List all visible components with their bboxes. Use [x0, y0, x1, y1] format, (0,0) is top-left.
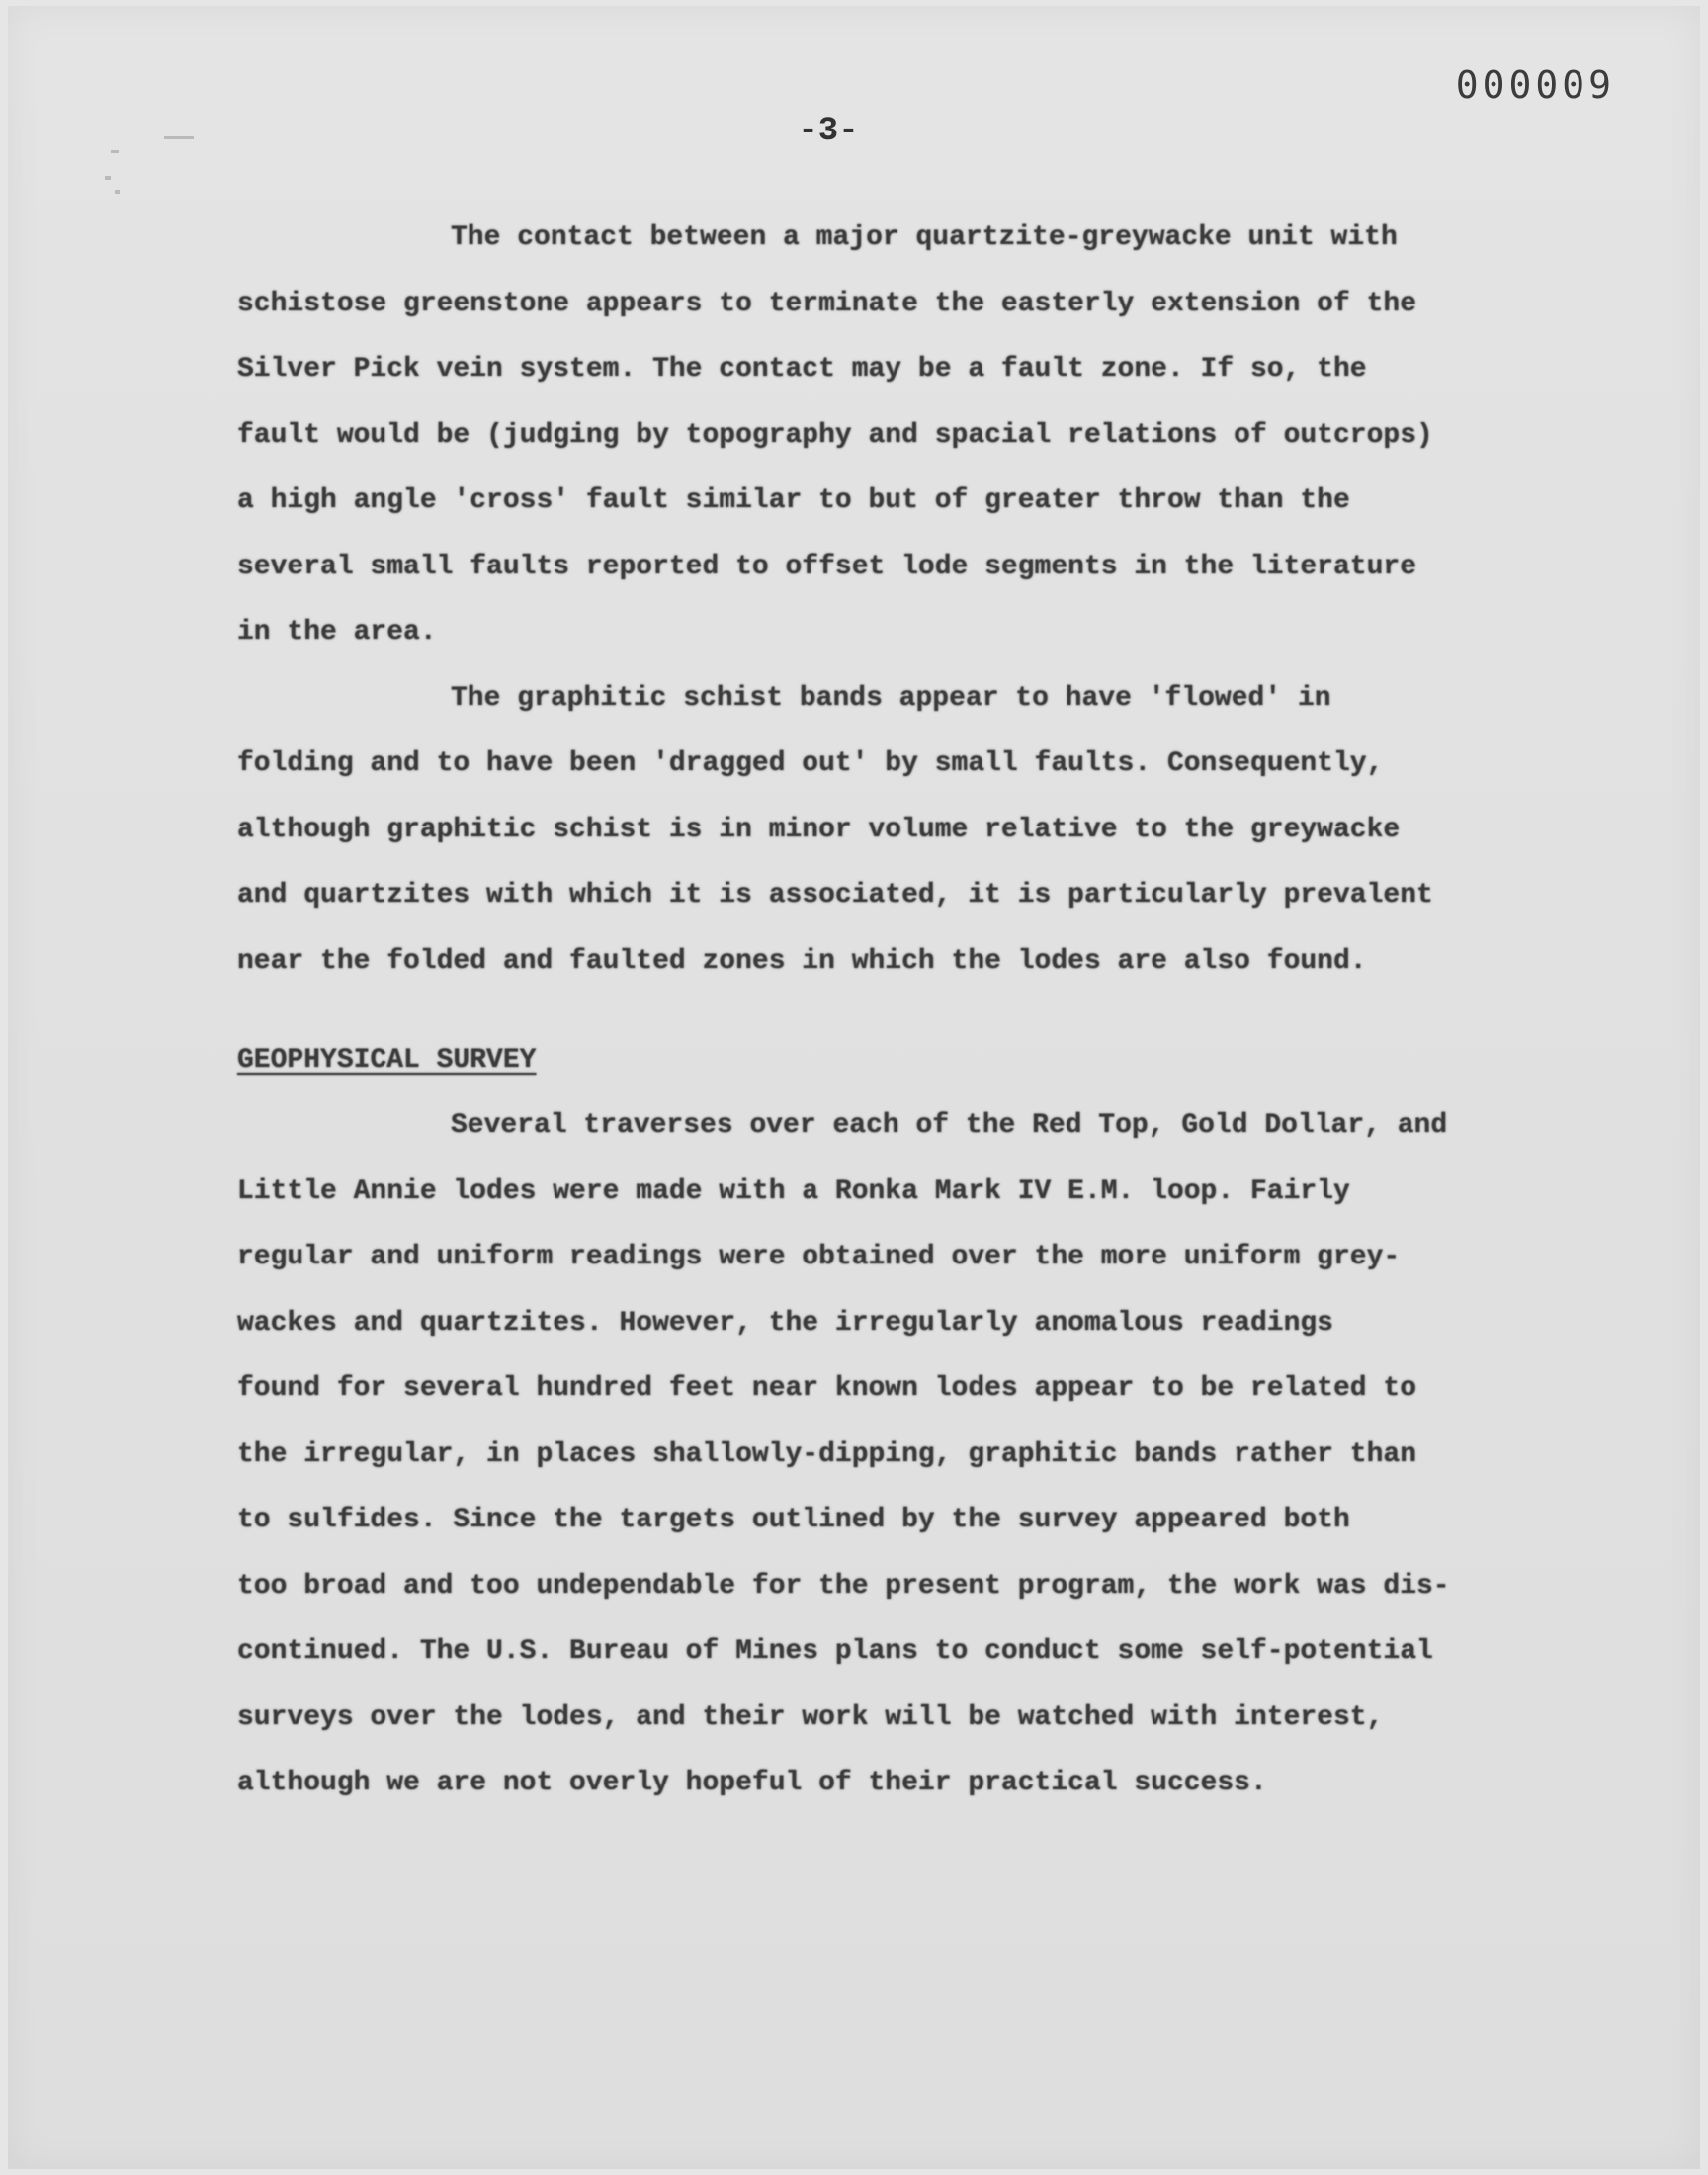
text-line: fault would be (judging by topography and spacial relations of outcrops) — [237, 419, 1433, 451]
text-line: in the area. — [237, 617, 437, 648]
scan-speck — [115, 190, 120, 194]
page-number: -3- — [798, 113, 859, 150]
paragraph — [237, 206, 1463, 666]
text-line: and quartzites with which it is associated, it is particularly prevalent — [237, 880, 1433, 911]
document-page — [8, 6, 1700, 2169]
paragraph — [237, 1093, 1463, 1817]
text-line: near the folded and faulted zones in which the lodes are also found. — [237, 945, 1367, 977]
text-line: although we are not overly hopeful of their practical success. — [237, 1768, 1267, 1798]
text-line: Silver Pick vein system. The contact may be a fault zone. If so, the — [237, 354, 1367, 385]
text-line: although graphitic schist is in minor volume relative to the greywacke — [237, 814, 1401, 845]
text-line: the irregular, in places shallowly-dipping, graphitic bands rather than — [237, 1438, 1416, 1470]
text-line: a high angle 'cross' fault similar to but of greater throw than the — [237, 485, 1350, 516]
text-line: schistose greenstone appears to terminate the easterly extension of the — [237, 288, 1416, 319]
document-body — [237, 206, 1463, 1817]
text-line: Several traverses over each of the Red Top, Gold Dollar, and — [451, 1110, 1448, 1141]
text-line: several small faults reported to offset lode segments in the literature — [237, 551, 1416, 582]
text-line: regular and uniform readings were obtained over the more uniform grey- — [237, 1242, 1401, 1272]
text-line: Little Annie lodes were made with a Ronka Mark IV E.M. loop. Fairly — [237, 1175, 1350, 1207]
scan-speck — [111, 150, 119, 153]
text-line: folding and to have been 'dragged out' by small faults. Consequently, — [237, 748, 1384, 779]
text-line: surveys over the lodes, and their work will be watched with interest, — [237, 1701, 1384, 1733]
paragraph — [237, 666, 1463, 996]
scan-speck — [105, 176, 111, 180]
section-heading: GEOPHYSICAL SURVEY — [237, 1045, 537, 1076]
text-line: to sulfides. Since the targets outlined by the survey appeared both — [237, 1505, 1350, 1535]
page-id: 000009 — [1455, 63, 1615, 107]
text-line: too broad and too undependable for the present program, the work was dis- — [237, 1570, 1450, 1602]
text-line: The contact between a major quartzite-greywacke unit with — [451, 222, 1398, 253]
text-line: continued. The U.S. Bureau of Mines plans to conduct some self-potential — [237, 1636, 1433, 1667]
text-line: The graphitic schist bands appear to have 'flowed' in — [451, 682, 1331, 714]
text-line: found for several hundred feet near known lodes appear to be related to — [237, 1373, 1416, 1404]
text-line: wackes and quartzites. However, the irregularly anomalous readings — [237, 1307, 1333, 1339]
